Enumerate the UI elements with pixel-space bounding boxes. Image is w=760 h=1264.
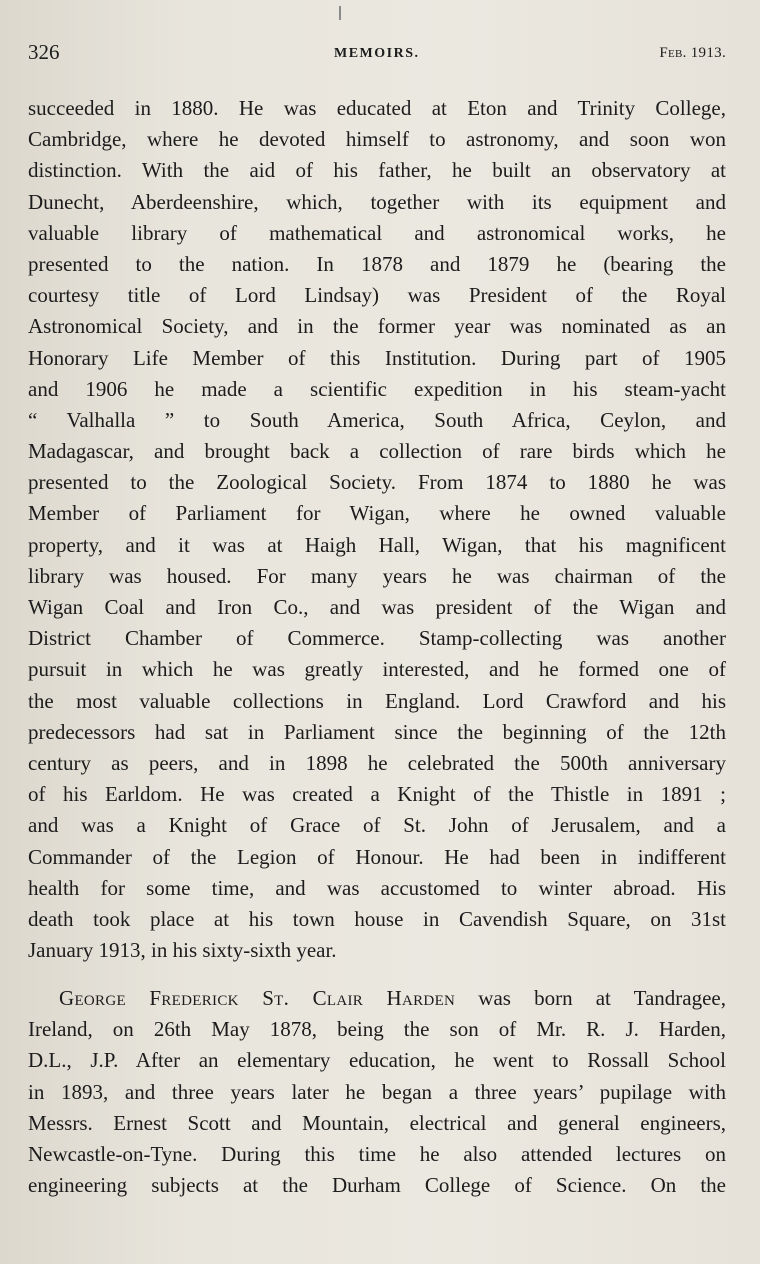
- text-line: Ireland, on 26th May 1878, being the son of Mr. R. J. Harden,: [28, 1017, 726, 1042]
- text-line: pursuit in which he was greatly interested, and he formed one of: [28, 657, 726, 682]
- text-line: presented to the Zoological Society. From 1874 to 1880 he was: [28, 470, 726, 495]
- text-line: Member of Parliament for Wigan, where he owned valuable: [28, 501, 726, 526]
- text-line: Honorary Life Member of this Institution. During part of 1905: [28, 345, 726, 370]
- header-date: Feb. 1913.: [659, 45, 726, 61]
- text-line: D.L., J.P. After an elementary education, he went to Rossall School: [28, 1048, 726, 1073]
- text-line: January 1913, in his sixty-sixth year.: [28, 938, 337, 963]
- page-header: [28, 40, 726, 70]
- text-line: courtesy title of Lord Lindsay) was President of the Royal: [28, 283, 726, 308]
- memoir-paragraph-harden: [28, 983, 726, 1201]
- text-line: health for some time, and was accustomed to winter abroad. His: [28, 875, 726, 900]
- text-line: succeeded in 1880. He was educated at Eton and Trinity College,: [28, 96, 726, 120]
- text-line: death took place at his town house in Cavendish Square, on 31st: [28, 906, 726, 931]
- memoir-paragraph-crawford: [28, 93, 726, 966]
- text-line: District Chamber of Commerce. Stamp-collecting was another: [28, 626, 726, 651]
- text-line: century as peers, and in 1898 he celebrated the 500th anniversary: [28, 750, 726, 775]
- text-line-opening: [28, 983, 726, 1014]
- running-title: MEMOIRS.: [334, 46, 420, 61]
- text-line: presented to the nation. In 1878 and 1879 he (bearing the: [28, 251, 726, 276]
- text-line: predecessors had sat in Parliament since the beginning of the 12th: [28, 719, 726, 744]
- binding-mark: [339, 6, 341, 20]
- text-line: library was housed. For many years he was chairman of the: [28, 563, 726, 588]
- text-line: Dunecht, Aberdeenshire, which, together with its equipment and: [28, 189, 726, 214]
- text-line: property, and it was at Haigh Hall, Wigan, that his magnificent: [28, 532, 726, 557]
- text-line: and was a Knight of Grace of St. John of Jerusalem, and a: [28, 813, 726, 838]
- memoir-subject-name: George Frederick St. Clair Harden: [59, 986, 456, 1010]
- page-number: 326: [28, 40, 60, 64]
- opening-line-text: was born at Tandragee,: [455, 986, 726, 1010]
- text-line: Wigan Coal and Iron Co., and was president of the Wigan and: [28, 595, 726, 619]
- text-line: Messrs. Ernest Scott and Mountain, electrical and general engineers,: [28, 1110, 726, 1135]
- text-line: Madagascar, and brought back a collection of rare birds which he: [28, 439, 726, 464]
- text-line: Astronomical Society, and in the former year was nominated as an: [28, 314, 726, 339]
- text-line: Commander of the Legion of Honour. He had been in indifferent: [28, 844, 726, 869]
- text-line: in 1893, and three years later he began a three years’ pupilage with: [28, 1079, 726, 1104]
- text-line: valuable library of mathematical and astronomical works, he: [28, 220, 726, 245]
- text-line: “ Valhalla ” to South America, South Africa, Ceylon, and: [28, 407, 726, 432]
- text-line: engineering subjects at the Durham College of Science. On the: [28, 1173, 726, 1198]
- text-line: distinction. With the aid of his father, he built an observatory at: [28, 158, 726, 183]
- text-line: of his Earldom. He was created a Knight of the Thistle in 1891 ;: [28, 782, 726, 807]
- text-line: the most valuable collections in England. Lord Crawford and his: [28, 688, 726, 713]
- text-line: Cambridge, where he devoted himself to astronomy, and soon won: [28, 127, 726, 152]
- text-line: and 1906 he made a scientific expedition in his steam-yacht: [28, 376, 726, 401]
- text-line: Newcastle-on-Tyne. During this time he also attended lectures on: [28, 1141, 726, 1166]
